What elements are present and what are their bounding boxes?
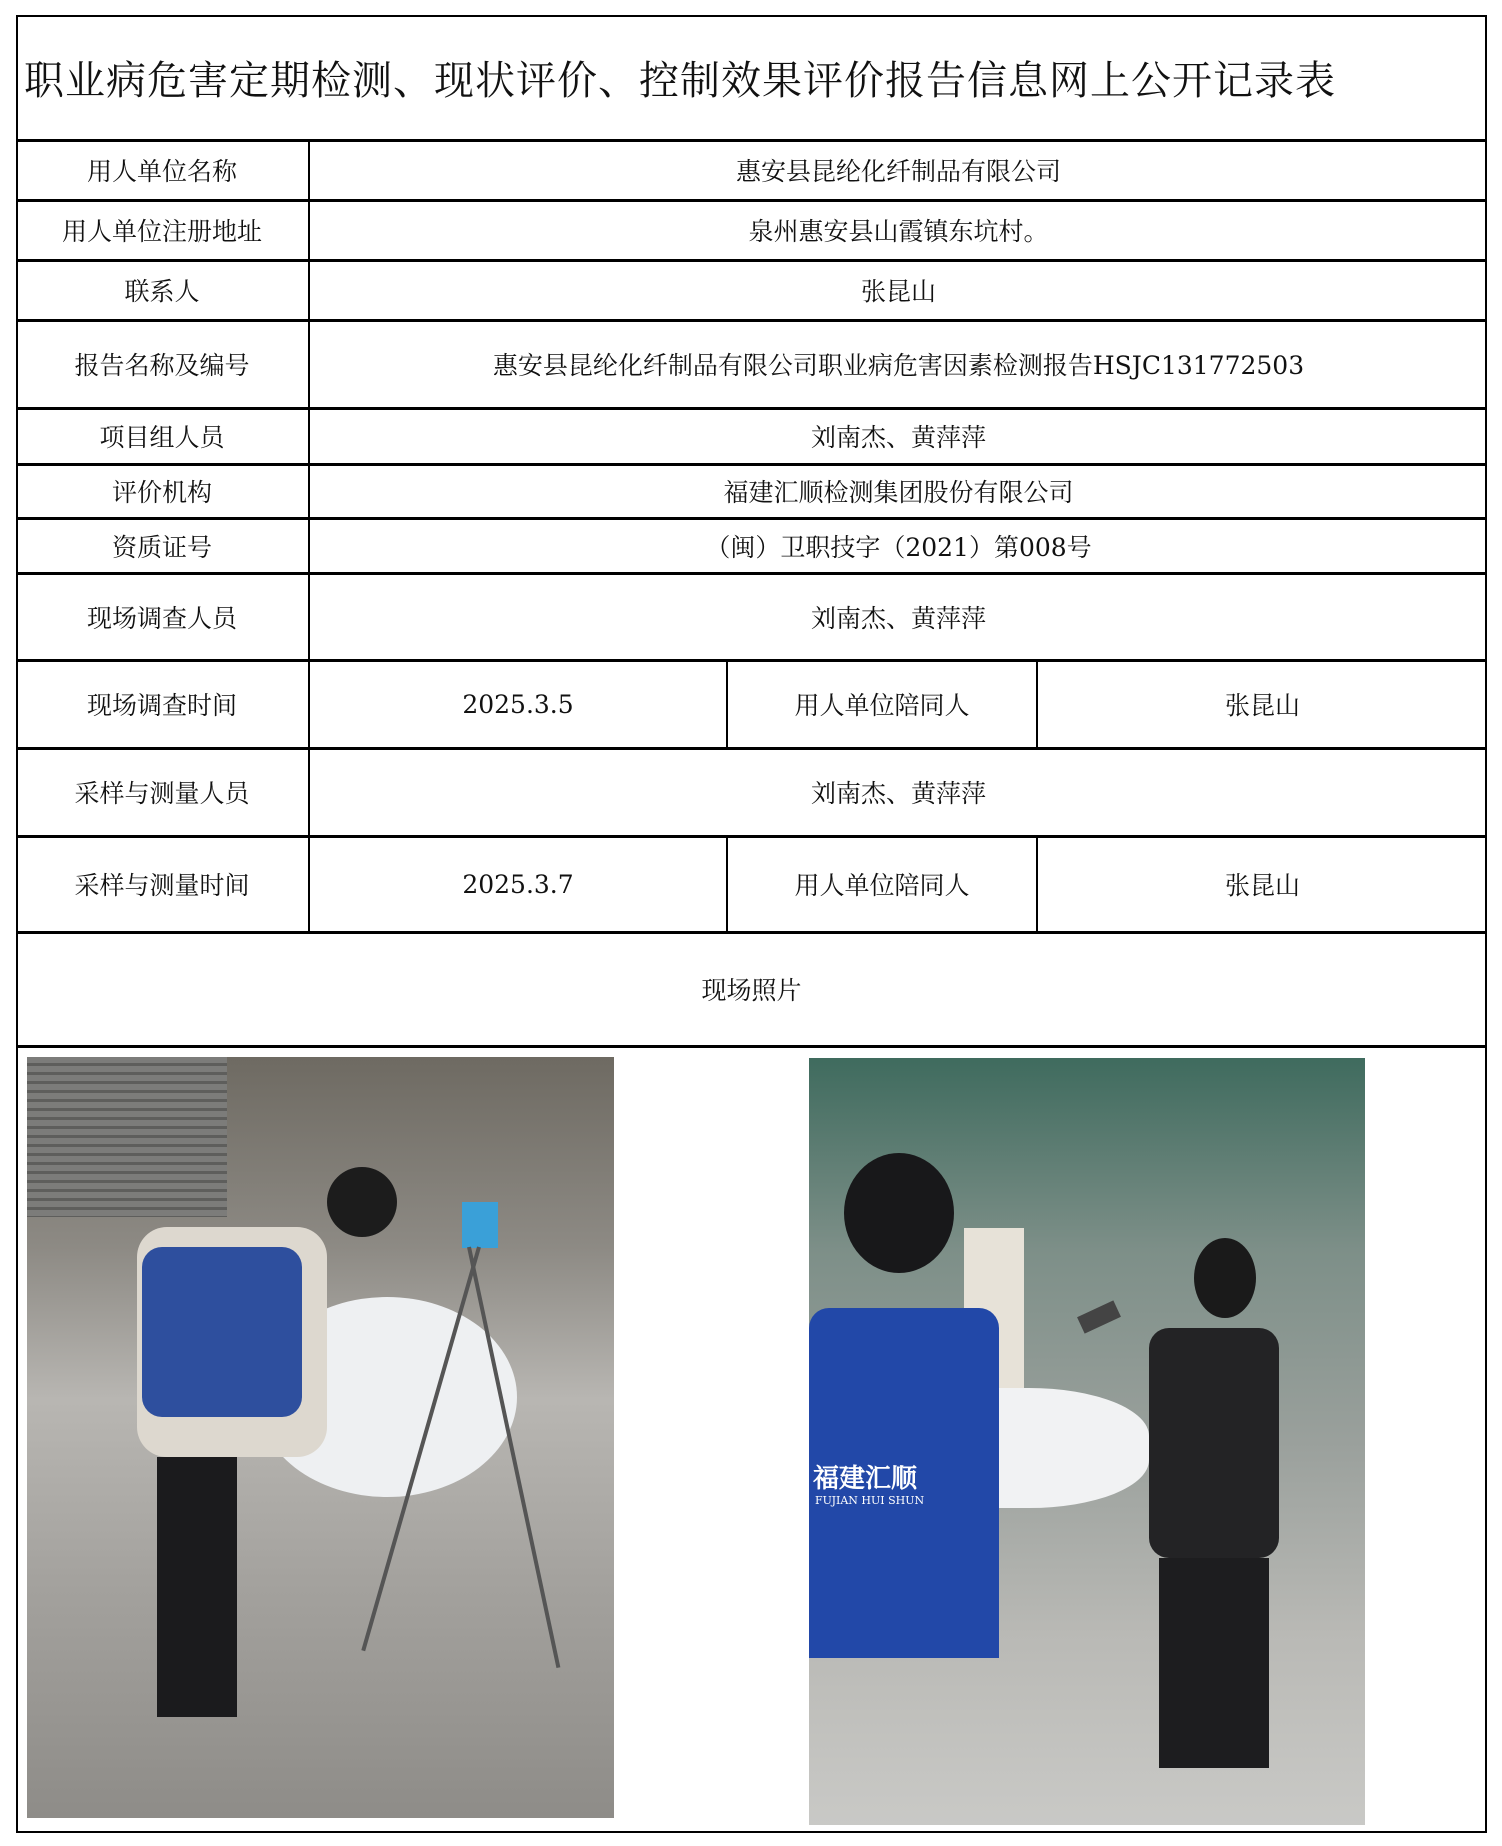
value-evaluation-org: 福建汇顺检测集团股份有限公司 xyxy=(723,478,1074,507)
worker-head xyxy=(1194,1238,1256,1318)
photos-label: 现场照片 xyxy=(701,976,802,1005)
safety-vest xyxy=(142,1247,302,1417)
value-employer-address: 泉州惠安县山霞镇东坑村。 xyxy=(748,217,1049,246)
label-evaluation-org: 评价机构 xyxy=(111,478,212,507)
page-title: 职业病危害定期检测、现状评价、控制效果评价报告信息网上公开记录表 xyxy=(24,58,1336,104)
safety-vest xyxy=(809,1308,999,1658)
vest-logo: 福建汇顺 xyxy=(813,1464,918,1494)
value-employer-name: 惠安县昆纶化纤制品有限公司 xyxy=(735,157,1061,186)
value-contact: 张昆山 xyxy=(860,277,936,306)
site-photo-sampling xyxy=(27,1057,614,1818)
worker-head xyxy=(844,1153,954,1273)
worker-legs xyxy=(1159,1558,1269,1768)
roller-shutter xyxy=(27,1057,227,1217)
label-report: 报告名称及编号 xyxy=(74,351,250,380)
value-report: 惠安县昆纶化纤制品有限公司职业病危害因素检测报告HSJC131772503 xyxy=(492,351,1305,380)
value-survey-companion: 张昆山 xyxy=(1224,691,1300,720)
label-contact: 联系人 xyxy=(124,277,200,306)
value-survey-time: 2025.3.5 xyxy=(462,689,574,719)
worker-head xyxy=(327,1167,397,1237)
site-photo-noise-measurement xyxy=(809,1058,1365,1825)
label-survey-staff: 现场调查人员 xyxy=(86,603,237,633)
worker-jacket xyxy=(1149,1328,1279,1558)
label-survey-time: 现场调查时间 xyxy=(86,691,237,720)
label-employer-name: 用人单位名称 xyxy=(86,157,237,186)
value-survey-staff: 刘南杰、黄萍萍 xyxy=(810,603,986,633)
value-sampling-companion: 张昆山 xyxy=(1224,871,1300,900)
value-project-members: 刘南杰、黄萍萍 xyxy=(810,423,986,452)
label-employer-address: 用人单位注册地址 xyxy=(61,217,262,246)
label-sampling-staff: 采样与测量人员 xyxy=(74,779,250,808)
label-project-members: 项目组人员 xyxy=(99,423,225,452)
sampling-device xyxy=(462,1202,498,1248)
label-survey-companion: 用人单位陪同人 xyxy=(794,691,970,720)
label-sampling-companion: 用人单位陪同人 xyxy=(794,871,970,900)
sound-level-meter xyxy=(1077,1300,1121,1333)
value-sampling-time: 2025.3.7 xyxy=(462,869,574,899)
vest-logo-en: FUJIAN HUI SHUN xyxy=(815,1494,925,1507)
label-sampling-time: 采样与测量时间 xyxy=(74,871,250,900)
worker-legs xyxy=(157,1457,237,1717)
label-qualification-no: 资质证号 xyxy=(111,532,212,562)
value-qualification-no: （闽）卫职技字（2021）第008号 xyxy=(705,532,1092,562)
value-sampling-staff: 刘南杰、黄萍萍 xyxy=(810,779,986,808)
